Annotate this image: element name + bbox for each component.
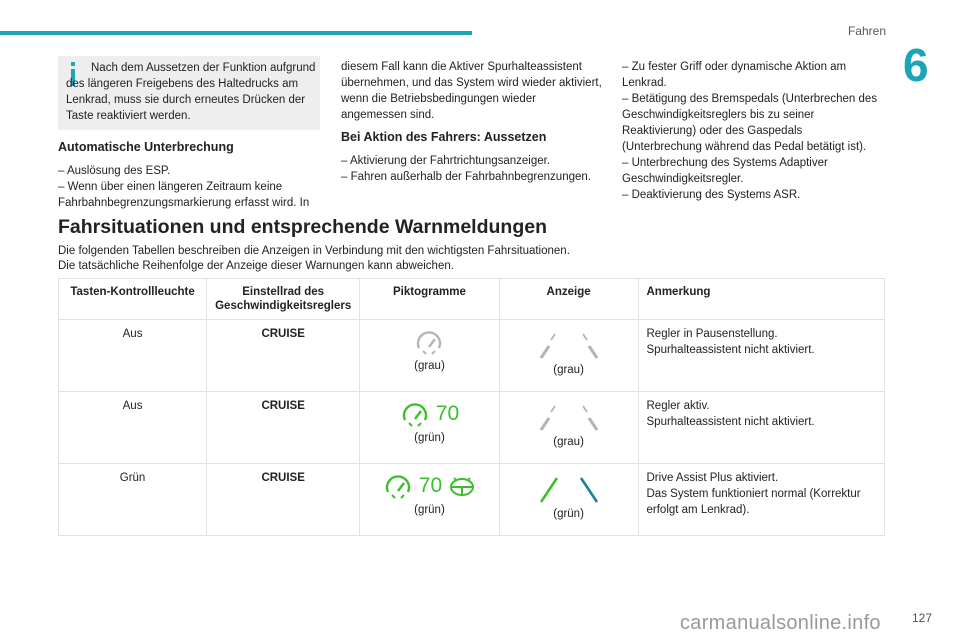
picto-cell xyxy=(360,392,499,464)
wheel-cell: CRUISE xyxy=(207,392,360,464)
column-header: Anzeige xyxy=(499,279,638,320)
wheel-cell: CRUISE xyxy=(207,464,360,536)
note-line: Regler in Pausenstellung. xyxy=(646,328,778,340)
display-color-label: (grau) xyxy=(553,436,584,448)
picto-cell xyxy=(360,464,499,536)
picto-color-label: (grün) xyxy=(414,432,445,444)
table-row xyxy=(59,392,885,464)
picto-cell xyxy=(360,320,499,392)
cruise-speedometer-icon xyxy=(400,401,430,427)
lamp-cell: Aus xyxy=(59,392,207,464)
column-header: Anmerkung xyxy=(638,279,885,320)
right-lane-line-icon xyxy=(577,332,599,360)
section-title: Fahren xyxy=(847,24,886,38)
list-item: – Unterbrechung des Systems Adaptiver Geschwindigkeitsregler. xyxy=(622,157,828,185)
display-cell xyxy=(499,320,638,392)
section-heading: Fahrsituationen und entsprechende Warnmeldungen xyxy=(58,216,547,238)
list-item: – Wenn über einen längeren Zeitraum keine Fahrbahnbegrenzungsmarkierung erfasst wird. In xyxy=(58,181,310,209)
steering-wheel-icon xyxy=(448,474,476,498)
continued-paragraph: diesem Fall kann die Aktiver Spurhalteassistent übernehmen, und das System wird wieder aktiviert, wenn die Betriebsbedingungen wieder angemessen sind. xyxy=(341,61,602,121)
note-cell xyxy=(638,464,885,536)
header-accent-bar xyxy=(0,31,472,35)
display-color-label: (grün) xyxy=(553,508,584,520)
intro-line: Die tatsächliche Reihenfolge der Anzeige dieser Warnungen kann abweichen. xyxy=(58,260,454,272)
list-item: – Auslösung des ESP. xyxy=(58,165,171,177)
section-intro xyxy=(58,244,570,274)
auto-interruption-heading: Automatische Unterbrechung xyxy=(58,140,234,154)
picto-color-label: (grau) xyxy=(414,360,445,372)
column-header: Einstellrad des Geschwindigkeitsreglers xyxy=(207,279,360,320)
list-item: – Fahren außerhalb der Fahrbahnbegrenzungen. xyxy=(341,171,591,183)
intro-line: Die folgenden Tabellen beschreiben die Anzeigen in Verbindung mit den wichtigsten Fahrsituationen. xyxy=(58,245,570,257)
note-line: Spurhalteassistent nicht aktiviert. xyxy=(646,344,815,356)
list-item: – Zu fester Griff oder dynamische Aktion am Lenkrad. xyxy=(622,61,847,89)
right-lane-line-icon xyxy=(577,476,599,504)
cruise-speedometer-icon xyxy=(414,329,444,355)
column-header: Tasten-Kontrollleuchte xyxy=(59,279,207,320)
note-cell xyxy=(638,320,885,392)
note-line: Regler aktiv. xyxy=(646,400,710,412)
left-lane-line-icon xyxy=(539,332,561,360)
column-2 xyxy=(341,59,603,185)
page-number: 127 xyxy=(911,611,932,625)
note-line: Drive Assist Plus aktiviert. xyxy=(646,472,779,484)
list-item: – Deaktivierung des Systems ASR. xyxy=(622,189,801,201)
table-header-row xyxy=(59,279,885,320)
cruise-speedometer-icon xyxy=(383,473,413,499)
wheel-cell: CRUISE xyxy=(207,320,360,392)
left-lane-line-icon xyxy=(539,476,561,504)
column-1 xyxy=(58,139,320,211)
set-speed-value: 70 xyxy=(435,402,460,425)
lamp-cell: Aus xyxy=(59,320,207,392)
info-box xyxy=(58,56,320,130)
display-cell xyxy=(499,392,638,464)
left-lane-line-icon xyxy=(539,404,561,432)
column-header: Piktogramme xyxy=(360,279,499,320)
display-cell xyxy=(499,464,638,536)
table-row xyxy=(59,464,885,536)
right-lane-line-icon xyxy=(577,404,599,432)
lamp-cell: Grün xyxy=(59,464,207,536)
set-speed-value: 70 xyxy=(418,474,443,497)
column-3 xyxy=(622,59,884,203)
list-item: – Betätigung des Bremspedals (Unterbrechen des Geschwindigkeitsreglers bis zu seiner Reaktivierung) oder des Gaspedals (Unterbrechung während das Pedal betätigt ist). xyxy=(622,93,878,153)
list-item: – Aktivierung der Fahrtrichtungsanzeiger. xyxy=(341,155,551,167)
driver-action-heading: Bei Aktion des Fahrers: Aussetzen xyxy=(341,130,547,144)
watermark: carmanualsonline.info xyxy=(680,612,881,634)
info-text: Nach dem Aussetzen der Funktion aufgrund des längeren Freigebens des Haltedrucks am Lenkrad, muss sie durch erneutes Drücken der Taste reaktiviert werden. xyxy=(66,62,316,122)
display-color-label: (grau) xyxy=(553,364,584,376)
note-cell xyxy=(638,392,885,464)
note-line: Spurhalteassistent nicht aktiviert. xyxy=(646,416,815,428)
table-row xyxy=(59,320,885,392)
picto-color-label: (grün) xyxy=(414,504,445,516)
note-line: Das System funktioniert normal (Korrektur erfolgt am Lenkrad). xyxy=(646,488,861,516)
chapter-number: 6 xyxy=(903,39,929,91)
warning-table xyxy=(58,278,885,536)
